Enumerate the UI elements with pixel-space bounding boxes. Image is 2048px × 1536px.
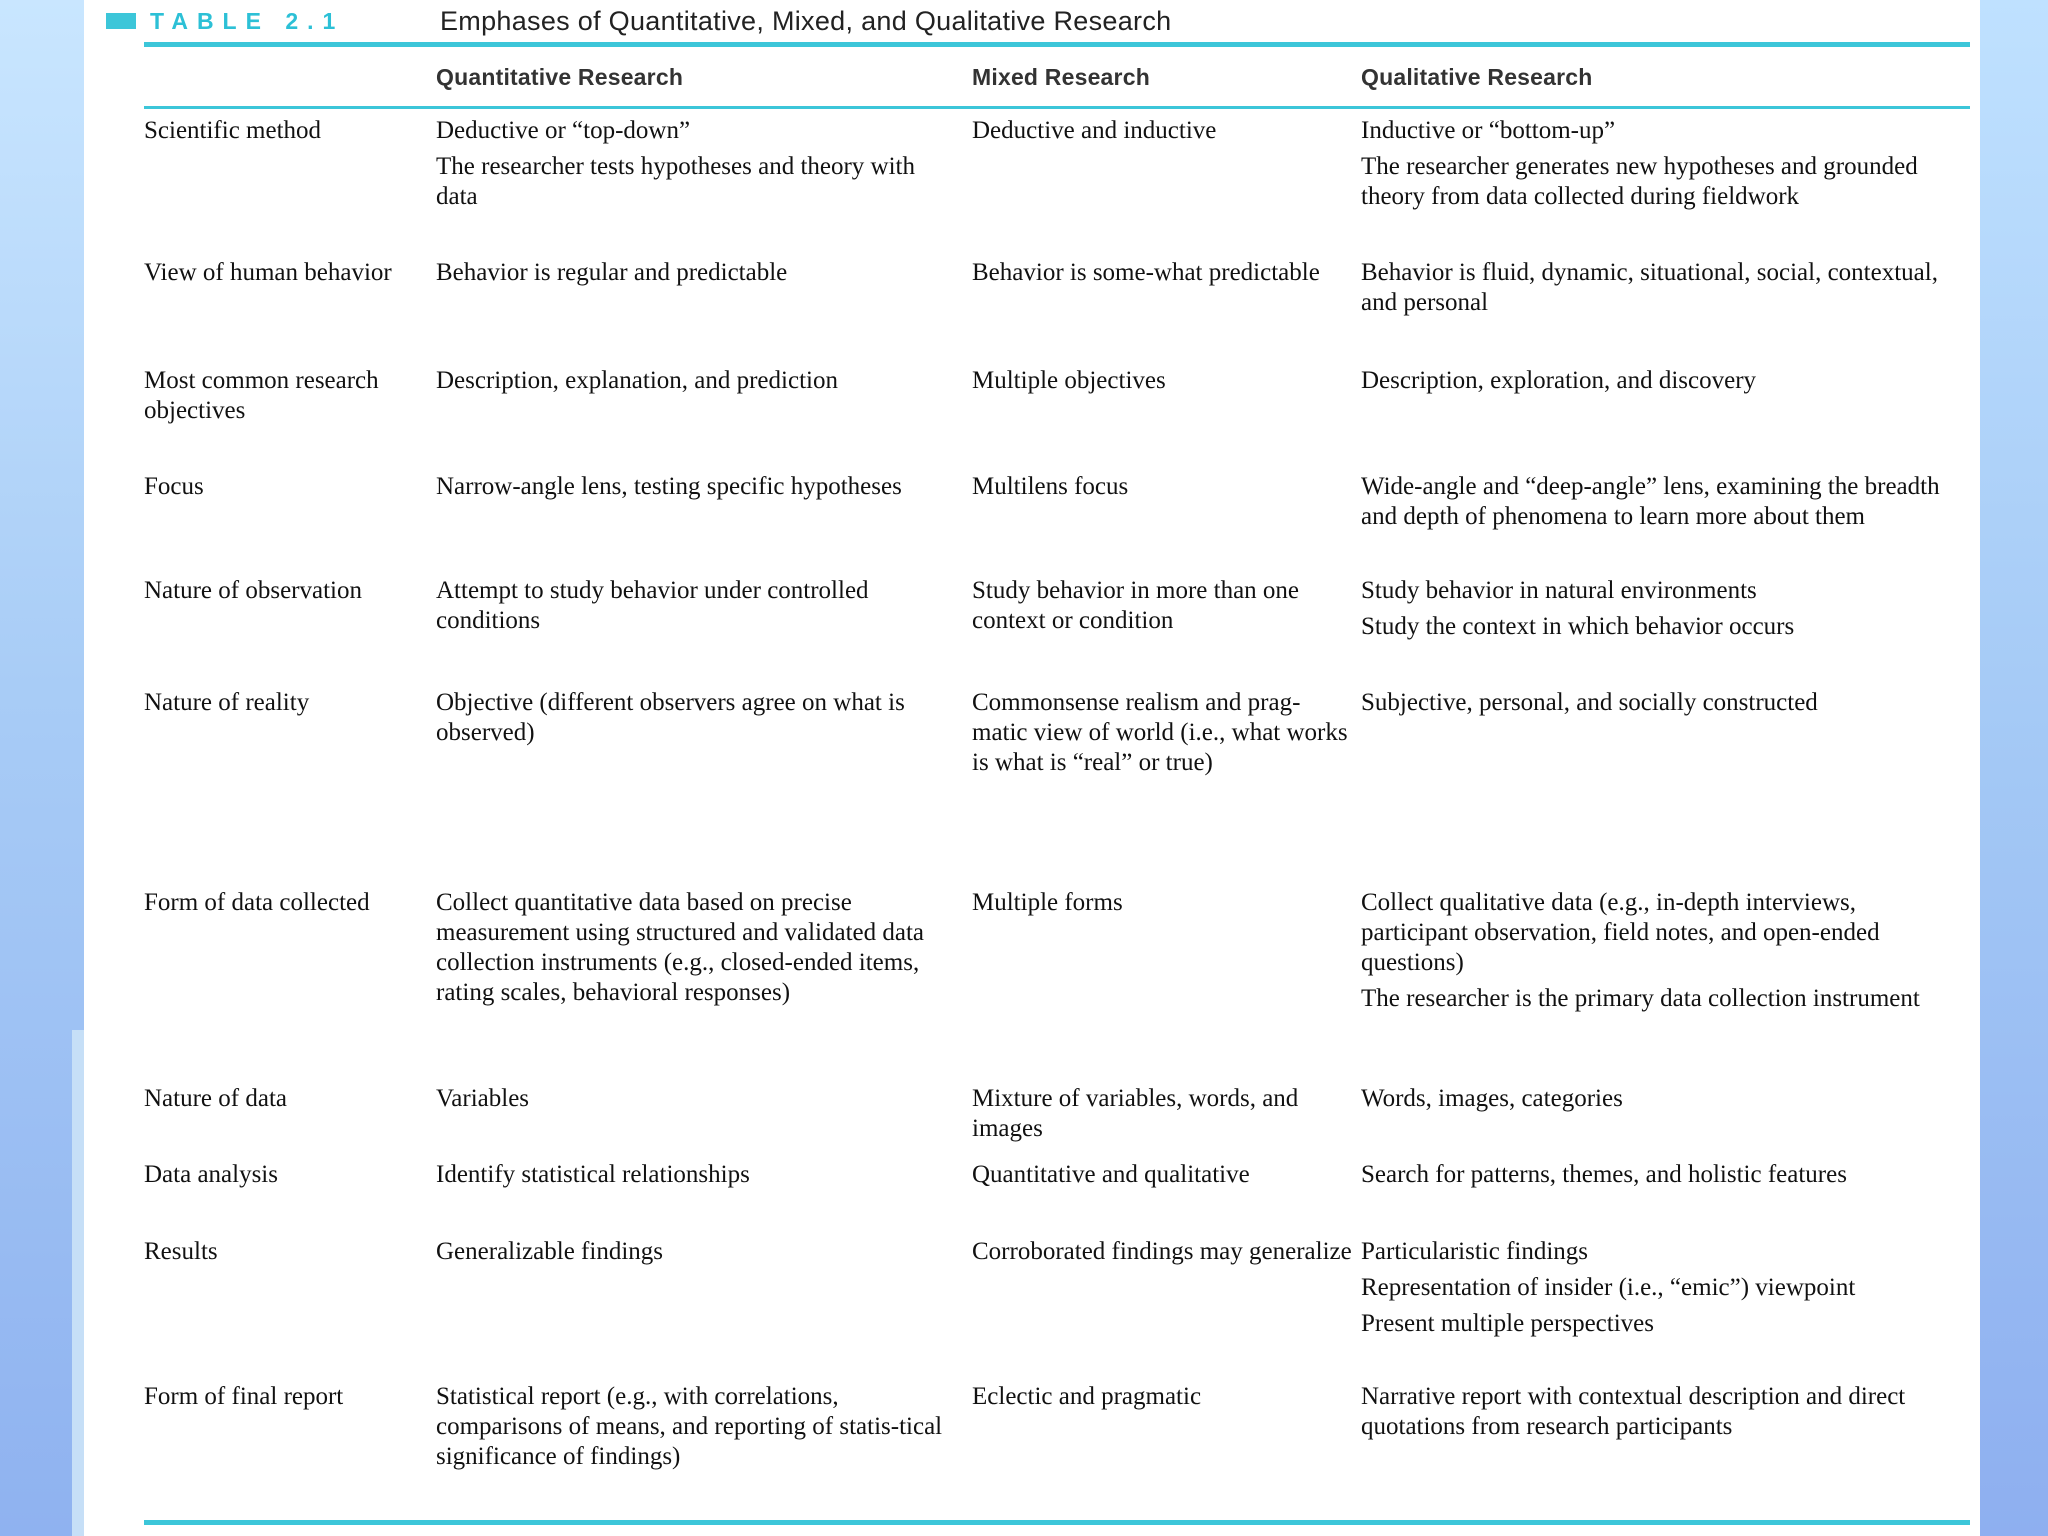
cell-quantitative: Generalizable findings: [436, 1238, 663, 1265]
cell-qualitative: Study behavior in natural environments Study the context in which behavior occurs: [1361, 577, 1795, 640]
cell-mixed: Eclectic and pragmatic: [972, 1383, 1202, 1410]
cell-qualitative: Narrative report with contextual description and direct quotations from research participants: [1361, 1383, 1906, 1440]
cell-mixed: Multilens focus: [972, 473, 1129, 500]
header-mixed: Mixed Research: [972, 64, 1150, 90]
cell-qualitative: Collect qualitative data (e.g., in-depth interviews, participant observation, field notes, and open-ended questions) The researcher is the primary data collection instrument: [1361, 889, 1920, 1012]
cell-quantitative: Statistical report (e.g., with correlations, comparisons of means, and reporting of statis-tical significance of findings): [436, 1383, 943, 1470]
cell-qualitative: Wide-angle and “deep-angle” lens, examining the breadth and depth of phenomena to learn more about them: [1361, 473, 1940, 530]
table-page: [84, 0, 1980, 1536]
row-label-nature-of-observation: Nature of observation: [144, 577, 362, 604]
cell-quantitative: Variables: [436, 1085, 530, 1112]
cell-quantitative: Deductive or “top-down” The researcher tests hypotheses and theory with data: [436, 117, 916, 210]
cell-quantitative: Description, explanation, and prediction: [436, 367, 838, 394]
cell-quantitative: Collect quantitative data based on precise measurement using structured and validated data collection instruments (e.g., closed-ended items, rating scales, behavioral responses): [436, 889, 925, 1006]
top-rule: [144, 42, 1970, 47]
cell-quantitative: Behavior is regular and predictable: [436, 259, 788, 286]
row-label-research-objectives: Most common research objectives: [144, 367, 379, 424]
cell-qualitative: Behavior is fluid, dynamic, situational, social, contextual, and personal: [1361, 259, 1938, 316]
row-label-view-of-human-behavior: View of human behavior: [144, 259, 392, 286]
background-left-notch: [72, 1030, 84, 1536]
row-label-form-of-final-report: Form of final report: [144, 1383, 344, 1410]
cell-mixed: Commonsense realism and prag-matic view of world (i.e., what works is what is “real” or true): [972, 689, 1348, 776]
header-quantitative: Quantitative Research: [436, 64, 684, 90]
background-right-strip: [1980, 0, 2048, 1536]
cell-quantitative: Attempt to study behavior under controlled conditions: [436, 577, 869, 634]
header-rule: [144, 106, 1970, 109]
caption-marker-icon: [106, 13, 136, 29]
header-qualitative: Qualitative Research: [1361, 64, 1593, 90]
bottom-rule: [144, 1520, 1970, 1525]
table-number: TABLE 2.1: [150, 7, 345, 34]
cell-qualitative: Search for patterns, themes, and holistic features: [1361, 1161, 1847, 1188]
row-label-nature-of-data: Nature of data: [144, 1085, 287, 1112]
row-label-results: Results: [144, 1238, 218, 1265]
cell-qualitative: Subjective, personal, and socially constructed: [1361, 689, 1818, 716]
cell-mixed: Multiple objectives: [972, 367, 1166, 394]
cell-quantitative: Narrow-angle lens, testing specific hypotheses: [436, 473, 902, 500]
row-label-data-analysis: Data analysis: [144, 1161, 278, 1188]
cell-mixed: Quantitative and qualitative: [972, 1161, 1250, 1188]
table-caption: [106, 4, 1171, 38]
cell-mixed: Mixture of variables, words, and images: [972, 1085, 1299, 1142]
cell-mixed: Behavior is some-what predictable: [972, 259, 1320, 286]
cell-quantitative: Objective (different observers agree on what is observed): [436, 689, 905, 746]
cell-qualitative: Description, exploration, and discovery: [1361, 367, 1757, 394]
cell-qualitative: Words, images, categories: [1361, 1085, 1623, 1112]
cell-quantitative: Identify statistical relationships: [436, 1161, 750, 1188]
row-label-form-of-data-collected: Form of data collected: [144, 889, 370, 916]
row-label-nature-of-reality: Nature of reality: [144, 689, 310, 716]
cell-qualitative: Inductive or “bottom-up” The researcher generates new hypotheses and grounded theory from data collected during fieldwork: [1361, 117, 1918, 210]
row-label-scientific-method: Scientific method: [144, 117, 322, 144]
table-title: Emphases of Quantitative, Mixed, and Qualitative Research: [440, 5, 1172, 36]
row-label-focus: Focus: [144, 473, 204, 500]
cell-mixed: Corroborated findings may generalize: [972, 1238, 1352, 1265]
cell-mixed: Multiple forms: [972, 889, 1123, 916]
cell-mixed: Deductive and inductive: [972, 117, 1217, 144]
cell-qualitative: Particularistic findings Representation of insider (i.e., “emic”) viewpoint Present multiple perspectives: [1361, 1238, 1856, 1337]
cell-mixed: Study behavior in more than one context or condition: [972, 577, 1300, 634]
